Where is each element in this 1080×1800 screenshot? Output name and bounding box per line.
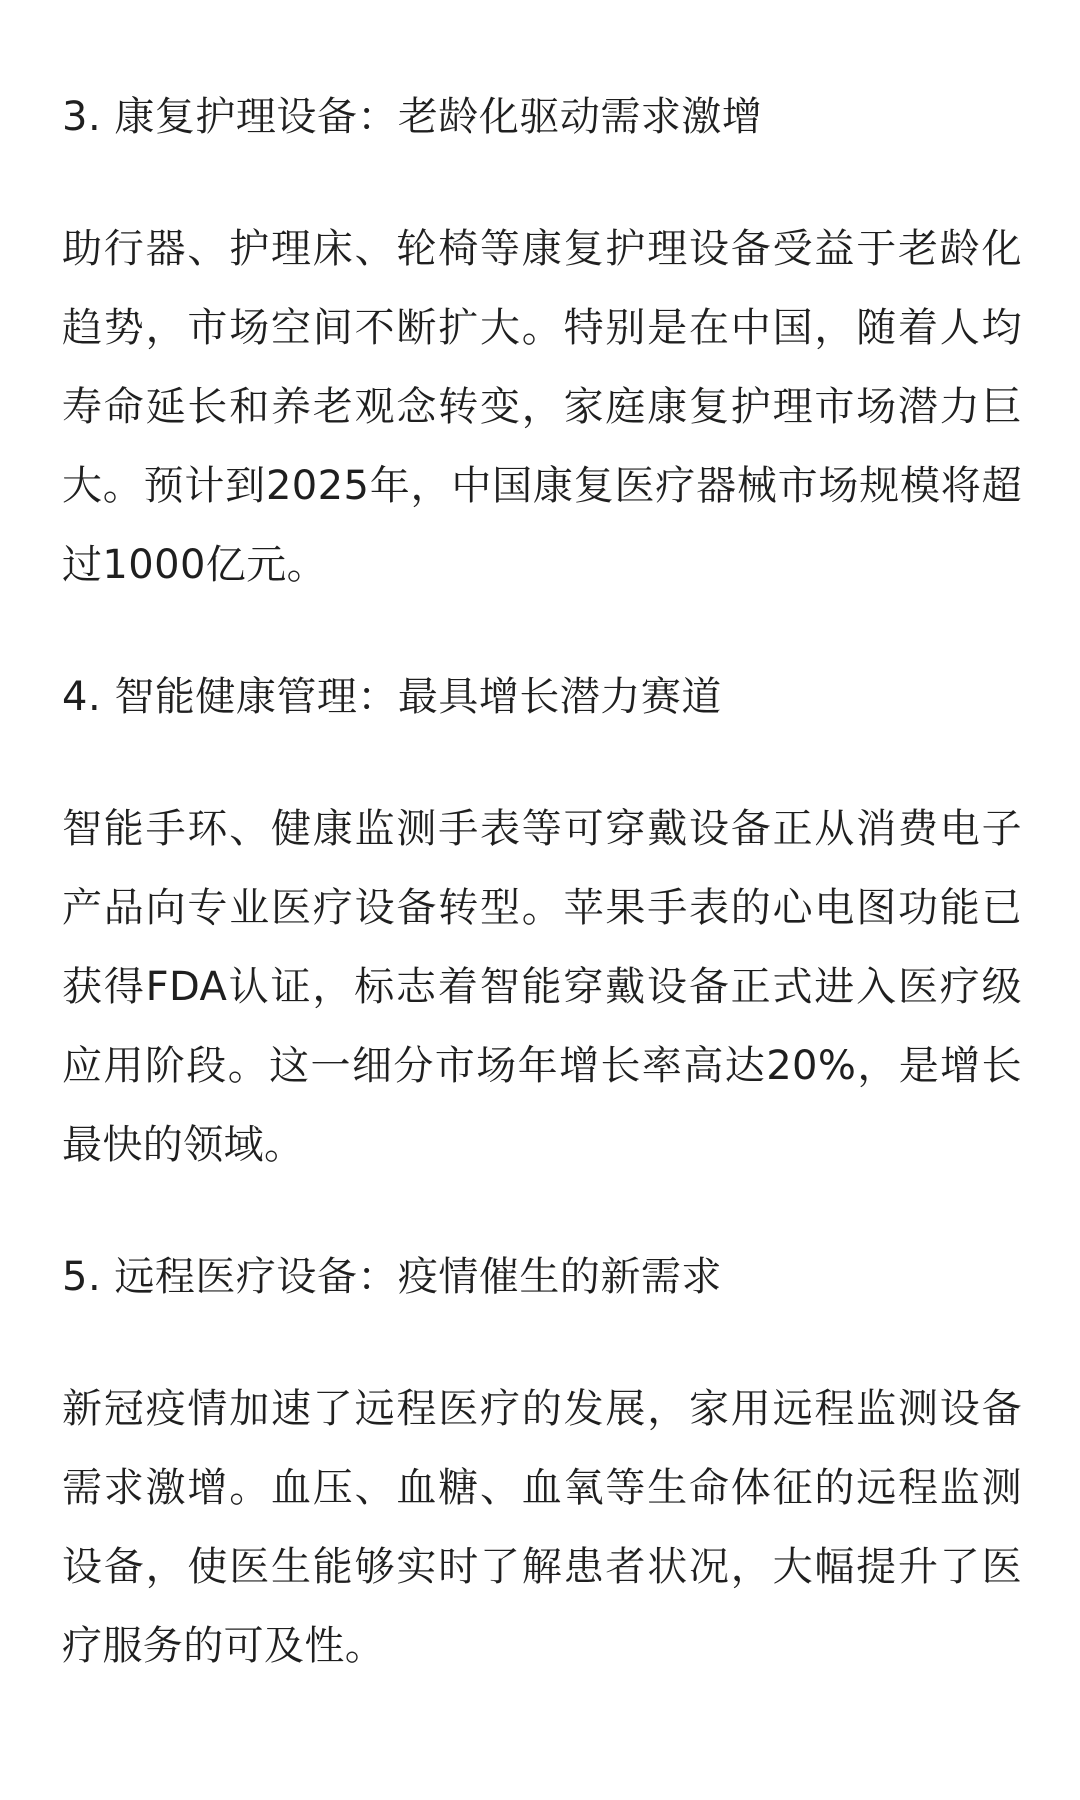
section-heading: 3. 康复护理设备：老龄化驱动需求激增	[62, 94, 763, 140]
section-heading: 4. 智能健康管理：最具增长潜力赛道	[62, 674, 722, 720]
section-heading: 5. 远程医疗设备：疫情催生的新需求	[62, 1254, 722, 1300]
section-telemedicine	[62, 1242, 1020, 1686]
section-paragraph: 智能手环、健康监测手表等可穿戴设备正从消费电子产品向专业医疗设备转型。苹果手表的心电图功能已获得FDA认证，标志着智能穿戴设备正式进入医疗级应用阶段。这一细分市场年增长率高达20%，是增长最快的领域。	[62, 806, 1022, 1168]
section-paragraph: 助行器、护理床、轮椅等康复护理设备受益于老龄化趋势，市场空间不断扩大。特别是在中国，随着人均寿命延长和养老观念转变，家庭康复护理市场潜力巨大。预计到2025年，中国康复医疗器械市场规模将超过1000亿元。	[62, 226, 1022, 588]
section-paragraph: 新冠疫情加速了远程医疗的发展，家用远程监测设备需求激增。血压、血糖、血氧等生命体征的远程监测设备，使医生能够实时了解患者状况，大幅提升了医疗服务的可及性。	[62, 1386, 1022, 1669]
section-rehab-care	[62, 82, 1020, 605]
section-smart-health	[62, 662, 1020, 1185]
